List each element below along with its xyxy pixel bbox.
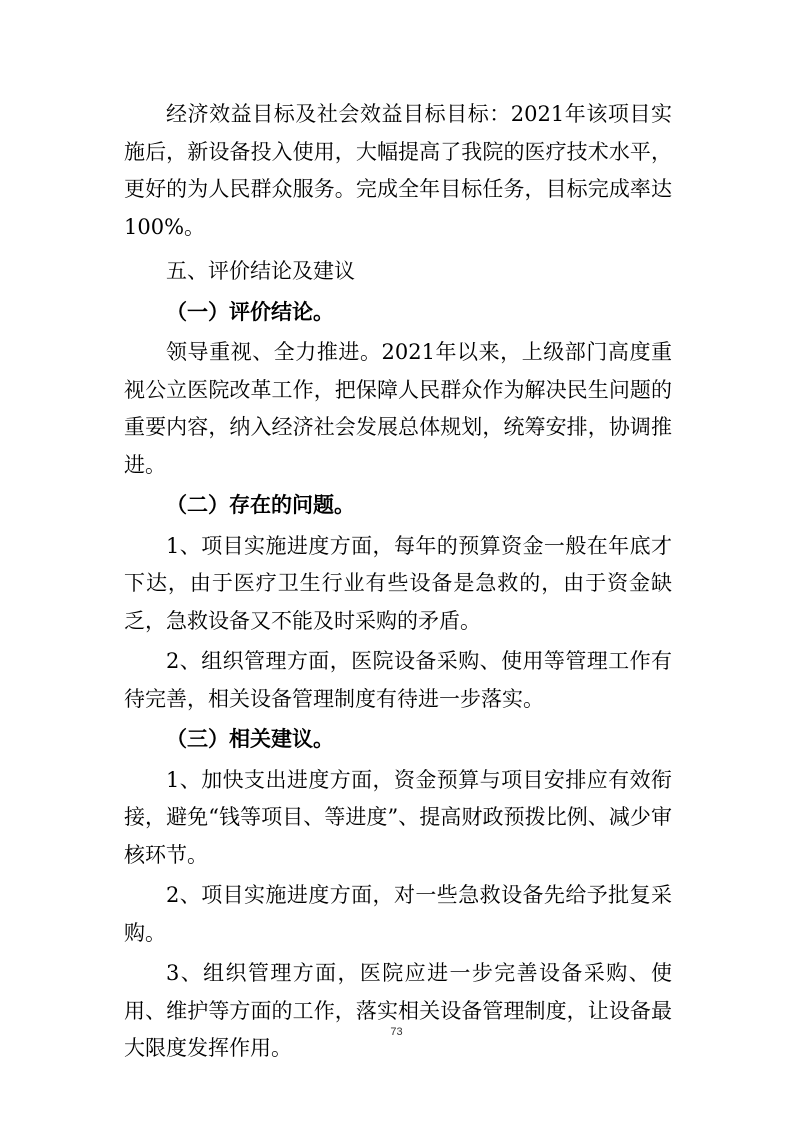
paragraph-suggestion-3: 3、组织管理方面，医院应进一步完善设备采购、使用、维护等方面的工作，落实相关设备管理制度，让设备最大限度发挥作用。 bbox=[124, 961, 672, 1060]
subheading-suggestions: （三）相关建议。 bbox=[166, 727, 334, 751]
paragraph-problem-1: 1、项目实施进度方面，每年的预算资金一般在年底才下达，由于医疗卫生行业有些设备是急救的，由于资金缺乏，急救设备又不能及时采购的矛盾。 bbox=[124, 533, 672, 633]
subheading-problems: （二）存在的问题。 bbox=[166, 493, 355, 517]
page-number: 73 bbox=[390, 1026, 403, 1038]
section-heading-evaluation-conclusion: 五、评价结论及建议 bbox=[166, 259, 355, 283]
body-text bbox=[124, 96, 672, 1068]
subheading-conclusion: （一）评价结论。 bbox=[166, 299, 334, 324]
paragraph-benefit-goals: 经济效益目标及社会效益目标目标：2021年该项目实施后，新设备投入使用，大幅提高了我院的医疗技术水平，更好的为人民群众服务。完成全年目标任务，目标完成率达100%。 bbox=[124, 102, 672, 239]
paragraph-leadership: 领导重视、全力推进。2021年以来，上级部门高度重视公立医院改革工作，把保障人民群众作为解决民生问题的重要内容，纳入经济社会发展总体规划，统筹安排，协调推进。 bbox=[124, 340, 672, 477]
paragraph-problem-2: 2、组织管理方面，医院设备采购、使用等管理工作有待完善，相关设备管理制度有待进一步落实。 bbox=[124, 649, 672, 711]
paragraph-suggestion-1: 1、加快支出进度方面，资金预算与项目安排应有效衔接，避免“钱等项目、等进度”、提高财政预拨比例、减少审核环节。 bbox=[124, 767, 672, 867]
paragraph-suggestion-2: 2、项目实施进度方面，对一些急救设备先给予批复采购。 bbox=[124, 883, 672, 945]
